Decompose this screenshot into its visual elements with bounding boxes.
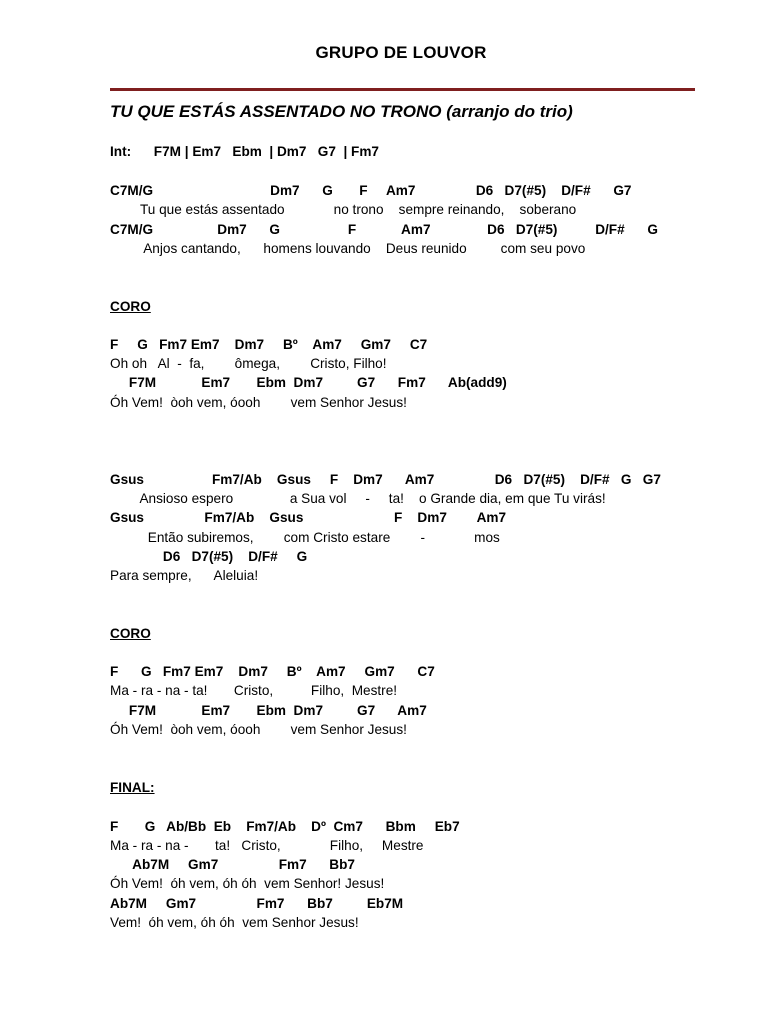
chord-line: Ab7M Gm7 Fm7 Bb7 Eb7M bbox=[110, 896, 404, 911]
chord-line: Gsus Fm7/Ab Gsus F Dm7 Am7 D6 D7(#5) D/F# G G7 bbox=[110, 472, 661, 487]
song-title: TU QUE ESTÁS ASSENTADO NO TRONO (arranjo do trio) bbox=[110, 102, 573, 121]
lyric-line: Ma - ra - na - ta! Cristo, Filho, Mestre bbox=[110, 838, 424, 853]
page-header-title: GRUPO DE LOUVOR bbox=[315, 43, 487, 62]
lyric-line: Óh Vem! òoh vem, óooh vem Senhor Jesus! bbox=[110, 722, 407, 737]
lyric-line: Vem! óh vem, óh óh vem Senhor Jesus! bbox=[110, 915, 359, 930]
chord-line: Int: F7M | Em7 Ebm | Dm7 G7 | Fm7 bbox=[110, 144, 379, 159]
chord-line: Gsus Fm7/Ab Gsus F Dm7 Am7 bbox=[110, 510, 507, 525]
chord-line: C7M/G Dm7 G F Am7 D6 D7(#5) D/F# G7 bbox=[110, 183, 632, 198]
lyric-line: Óh Vem! òoh vem, óooh vem Senhor Jesus! bbox=[110, 395, 407, 410]
section-heading: CORO bbox=[110, 626, 151, 641]
chord-line: Ab7M Gm7 Fm7 Bb7 bbox=[110, 857, 355, 872]
section-heading: FINAL: bbox=[110, 780, 155, 795]
chord-line: D6 D7(#5) D/F# G bbox=[110, 549, 308, 564]
lyric-line: Ansioso espero a Sua vol - ta! o Grande dia, em que Tu virás! bbox=[110, 491, 606, 506]
lyric-line: Ma - ra - na - ta! Cristo, Filho, Mestre! bbox=[110, 683, 398, 698]
section-heading: CORO bbox=[110, 299, 151, 314]
lyric-line: Tu que estás assentado no trono sempre reinando, soberano bbox=[110, 202, 577, 217]
lyric-line: Para sempre, Aleluia! bbox=[110, 568, 259, 583]
chord-line: F G Ab/Bb Eb Fm7/Ab Dº Cm7 Bbm Eb7 bbox=[110, 819, 460, 834]
chord-line: F G Fm7 Em7 Dm7 Bº Am7 Gm7 C7 bbox=[110, 664, 435, 679]
chord-line: F G Fm7 Em7 Dm7 Bº Am7 Gm7 C7 bbox=[110, 337, 428, 352]
chord-line: F7M Em7 Ebm Dm7 G7 Am7 bbox=[110, 703, 427, 718]
header-divider bbox=[110, 88, 695, 91]
lyric-line: Então subiremos, com Cristo estare - mos bbox=[110, 530, 500, 545]
chord-line: F7M Em7 Ebm Dm7 G7 Fm7 Ab(add9) bbox=[110, 375, 507, 390]
lyric-line: Oh oh Al - fa, ômega, Cristo, Filho! bbox=[110, 356, 387, 371]
chord-line: C7M/G Dm7 G F Am7 D6 D7(#5) D/F# G bbox=[110, 222, 658, 237]
lyric-line: Anjos cantando, homens louvando Deus reunido com seu povo bbox=[110, 241, 586, 256]
lyric-line: Óh Vem! óh vem, óh óh vem Senhor! Jesus! bbox=[110, 876, 385, 891]
